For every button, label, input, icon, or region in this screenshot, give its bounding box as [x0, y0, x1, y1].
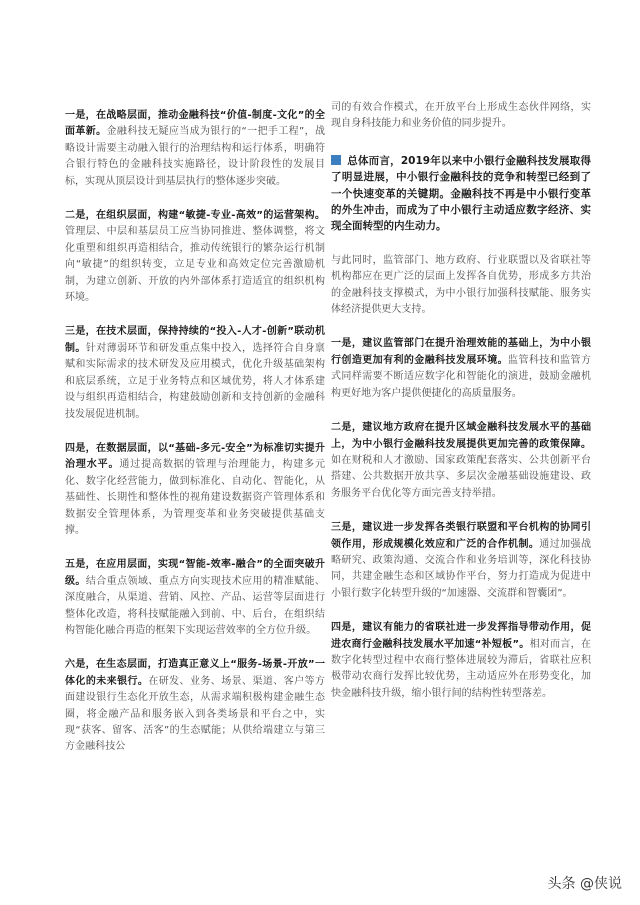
square-bullet-icon: [331, 155, 341, 165]
paragraph-lead: 四是，建议有能力的省联社进一步发挥指导带动作用，促进农商行金融科技发展水平加速“补短板”。: [331, 622, 591, 650]
paragraph-lead: 三是，建议进一步发挥各类银行联盟和平台机构的协同引领作用，形成规模化效应和广泛的合作机制。: [331, 522, 591, 550]
paragraph-body: 管理层、中层和基层员工应当协同推进、整体调整，将文化重塑和组织再造相结合，推动传统银行的繁杂运行机制向“敏捷”的组织转变，立足专业和高效定位完善激励机制，为建立创新、开放的内外部体系打造适宜的组织机构环境。: [65, 226, 325, 304]
watermark: 头条 @侠说: [547, 876, 622, 892]
paragraph-body: 通过加强战略研究、政策沟通、交流合作和业务培训等，深化科技协同，共建金融生态和区域协作平台，努力打造成为促进中小银行数字化转型升级的“加速器、交流群和智囊团”。: [331, 538, 592, 599]
paragraph-body: 针对薄弱环节和研发重点集中投入，选择符合自身禀赋和实际需求的技术研发及应用模式，优化升级基础架构和底层系统，立足于业务特点和区域优势，将人才体系建设与组织再造相结合，构建鼓励创新和支持创新的金融科技发展促进机制。: [65, 342, 325, 420]
left-column: [65, 108, 325, 774]
paragraph-technology: [65, 324, 325, 422]
paragraph-data: [65, 441, 325, 539]
paragraph-ecosystem: [65, 657, 325, 755]
paragraph-continuation: 司的有效合作模式，在开放平台上形成生态伙伴网络，实现自身科技能力和业务价值的同步提升。: [331, 102, 591, 130]
paragraph-lead: 四是，在数据层面，以“基础-多元-安全”为标准切实提升治理水平。: [65, 442, 325, 471]
paragraph-organization: [65, 208, 325, 306]
paragraph-body: 在研发、业务、场景、渠道、客户等方面建设银行生态化开放生态，从需求端积极构建金融生态圈，将金融产品和服务嵌入到各类场景和平台之中，实现“获客、留客、活客”的生态赋能；从供给端建立与第三方金融科技公: [65, 675, 325, 753]
paragraph-alliance: [331, 520, 591, 602]
paragraph-lead: 六是，在生态层面，打造真正意义上“服务-场景-开放”一体化的未来银行。: [65, 659, 325, 687]
paragraph-body: 如在财税和人才激励、国家政策配套落实、公共创新平台搭建、公共数据开放共享、多层次金融基础设施建设、政务服务平台优化等方面完善支持举措。: [331, 454, 591, 499]
paragraph-provincial: [331, 620, 591, 702]
paragraph-lead: 三是，在技术层面，保持持续的“投入-人才-创新”联动机制。: [65, 326, 325, 354]
paragraph-strategy: [65, 108, 325, 190]
paragraph-body: 结合重点领域、重点方向实现技术应用的精准赋能、深度融合，从渠道、营销、风控、产品、运营等层面进行整体化改造，将科技赋能融入到前、中、后台，在组织结构智能化融合再造的框架下实现运营效率的全方位升级。: [65, 575, 325, 636]
paragraph-lead: 五是，在应用层面，实现“智能-效率-融合”的全面突破升级。: [65, 559, 325, 587]
paragraph-body: 通过提高数据的管理与治理能力，构建多元化、数字化经营能力，做到标准化、自动化、智能化，从基础性、长期性和整体性的视角建设数据资产管理体系和数据安全管理体系，为管理变革和业务突破提供基础支撑。: [65, 459, 326, 536]
right-column: [331, 100, 591, 720]
paragraph-regulator: [331, 336, 591, 402]
paragraph-body: 金融科技无疑应当成为银行的“一把手工程”，战略设计需要主动融入银行的治理结构和运行体系，明确符合银行特色的金融科技实施路径，设计阶段性的发展目标，实现从顶层设计到基层执行的整体逐步突破。: [65, 126, 326, 187]
paragraph-body: 监管科技和监管方式同样需要不断适应数字化和智能化的演进，鼓励金融机构更好地为客户提供便捷化的高质量服务。: [331, 354, 591, 399]
paragraph-local-government: [331, 420, 591, 502]
paragraph-lead: 一是，在战略层面，推动金融科技“价值-制度-文化”的全面革新。: [65, 110, 325, 138]
paragraph-application: [65, 557, 325, 639]
summary-paragraph: [331, 153, 591, 235]
summary-lead: 总体而言，2019年以来中小银行金融科技发展取得了明显进展，中小银行金融科技的竞争和转型已经到了一个快速变革的关键期。金融科技不再是中小银行变革的外生冲击，而成为了中小银行主动适应数字经济、实现全面转型的内生动力。: [331, 154, 591, 233]
paragraph-lead: 二是，建议地方政府在提升区域金融科技发展水平的基础上，为中小银行金融科技发展提供更加完善的政策保障。: [331, 422, 591, 450]
paragraph-body: 相对而言，在数字化转型过程中农商行整体进展较为滞后，省联社应积极带动农商行发挥比较优势，主动适应外在形势变化，加快金融科技升级，缩小银行间的结构性转型落差。: [331, 638, 591, 699]
paragraph-intro: 与此同时，监管部门、地方政府、行业联盟以及省联社等机构都应在更广泛的层面上发挥各自优势，形成多方共治的金融科技支撑模式，为中小银行加强科技赋能、服务实体经济提供更大支持。: [331, 254, 591, 316]
paragraph-lead: 二是，在组织层面，构建“敏捷-专业-高效”的运营架构。: [65, 210, 325, 222]
paragraph-lead: 一是，建议监管部门在提升治理效能的基础上，为中小银行创造更加有利的金融科技发展环境。: [331, 338, 591, 366]
